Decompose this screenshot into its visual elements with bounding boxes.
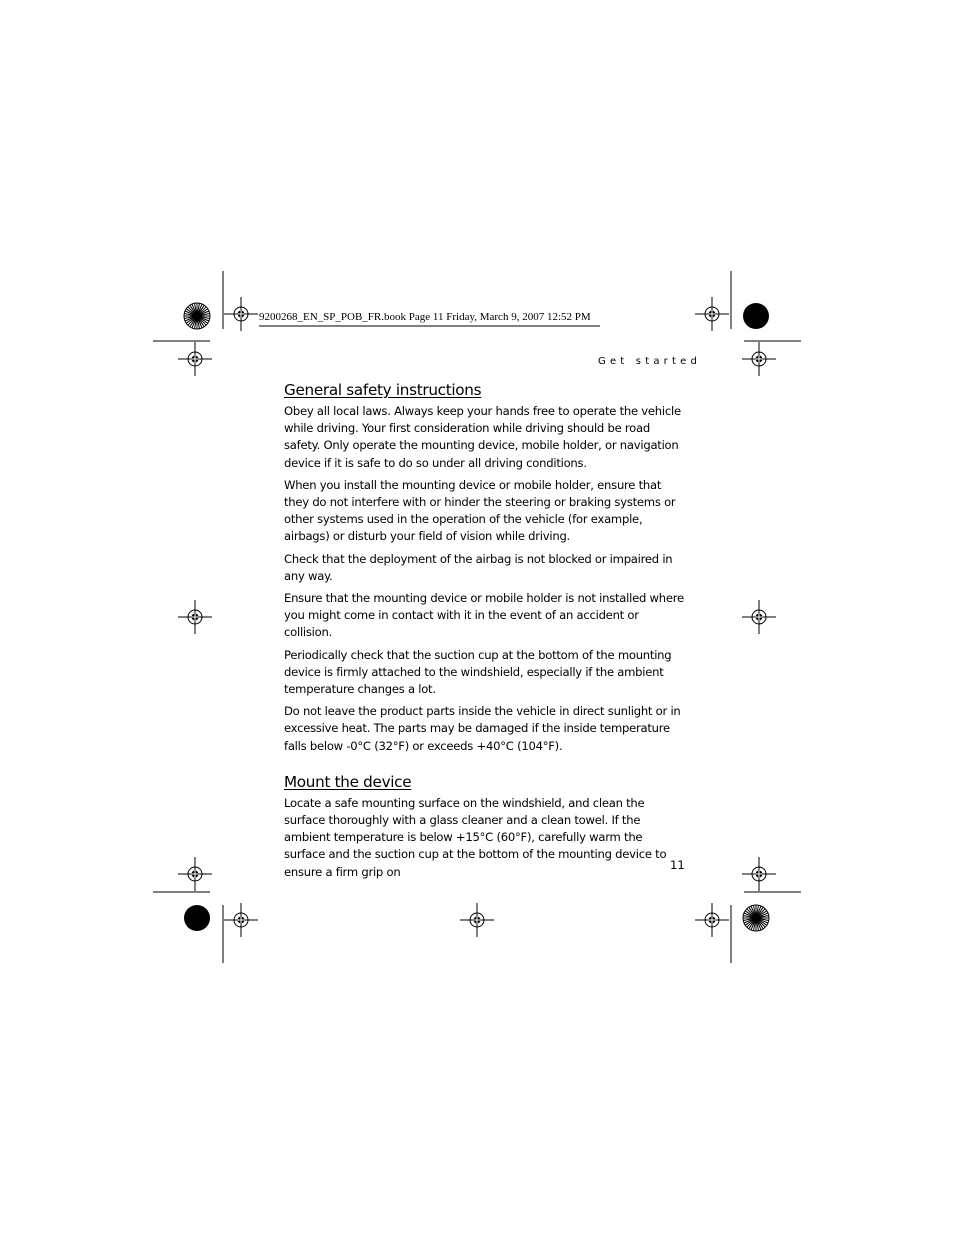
starburst-mark-icon [743,905,769,931]
paragraph: When you install the mounting device or mobile holder, ensure that they do not interfere with or hinder the steering or braking systems or other systems used in the operation of the vehicle (for example, airbags) or disturb your field of vision while driving. [284,477,676,544]
registration-mark-icon [178,342,212,376]
registration-mark-icon [742,342,776,376]
registration-mark-icon [178,600,212,634]
registration-mark-icon [695,297,729,331]
registration-mark-icon [224,297,258,331]
paragraph: Ensure that the mounting device or mobile holder is not installed where you might come in contact with it in the event of an accident or collision. [284,591,684,640]
registration-mark-icon [460,903,494,937]
section-heading: Mount the device [284,772,412,791]
solid-circle-mark-icon [743,303,769,329]
paragraph: Do not leave the product parts inside the vehicle in direct sunlight or in excessive heat. The parts may be damaged if the inside temperature falls below -0°C (32°F) or exceeds +40°C (104°F). [284,704,681,753]
page-content [284,380,684,886]
paragraph: Obey all local laws. Always keep your hands free to operate the vehicle while driving. Your first consideration while driving should be road safety. Only operate the mounting device, mobile holder, or navigation device if it is safe to do so under all driving conditions. [284,404,681,470]
registration-mark-icon [224,903,258,937]
paragraph: Locate a safe mounting surface on the windshield, and clean the surface thoroughly with a glass cleaner and a clean towel. If the ambient temperature is below +15°C (60°F), carefully warm the surface and the suction cup at the bottom of the mounting device to ensure a firm grip on [284,795,667,879]
paragraph: Periodically check that the suction cup at the bottom of the mounting device is firmly attached to the windshield, especially if the ambient temperature changes a lot. [284,647,672,697]
solid-circle-mark-icon [184,905,210,931]
print-slug: 9200268_EN_SP_POB_FR.book Page 11 Friday, March 9, 2007 12:52 PM [259,311,591,323]
paragraph: Check that the deployment of the airbag is not blocked or impaired in any way. [284,551,673,583]
section-heading: General safety instructions [284,381,482,399]
registration-mark-icon [178,857,212,891]
starburst-mark-icon [184,303,210,329]
registration-mark-icon [742,600,776,634]
page-number: 11 [670,858,685,872]
registration-mark-icon [742,857,776,891]
running-head: Get started [598,356,701,367]
registration-mark-icon [695,903,729,937]
